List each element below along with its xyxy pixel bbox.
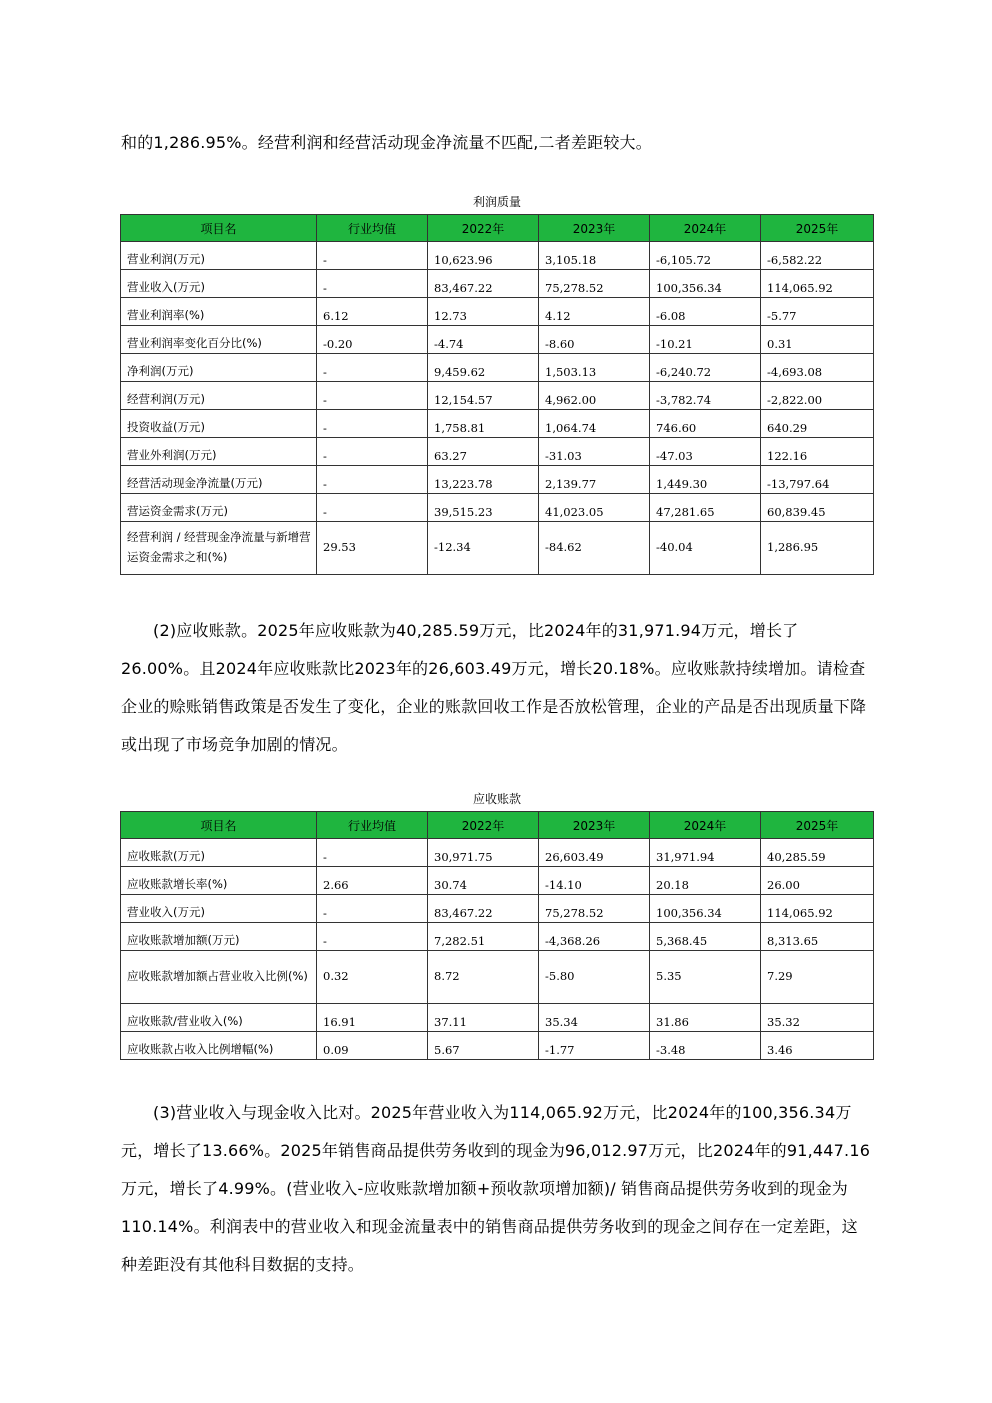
row-label: 营业利润率(%) (121, 298, 317, 326)
table-cell: -84.62 (539, 522, 650, 575)
table-cell: 2.66 (317, 867, 428, 895)
table-cell: 1,503.13 (539, 354, 650, 382)
table-cell: - (317, 494, 428, 522)
table-cell: 3.46 (761, 1032, 874, 1060)
column-header: 项目名 (121, 812, 317, 839)
table-cell: 12.73 (428, 298, 539, 326)
table-cell: -31.03 (539, 438, 650, 466)
table-row (121, 1032, 874, 1060)
table-cell: 63.27 (428, 438, 539, 466)
table-cell: - (317, 923, 428, 951)
receivables-paragraph-text: (2)应收账款。2025年应收账款为40,285.59万元，比2024年的31,971.94万元，增长了26.00%。且2024年应收账款比2023年的26,603.49万元，增长20.18%。应收账款持续增加。请检查企业的赊账销售政策是否发生了变化，企业的账款回收工作是否放松管理，企业的产品是否出现质量下降或出现了市场竞争加剧的情况。 (121, 621, 867, 754)
row-label: 应收账款增长率(%) (121, 867, 317, 895)
table-row (121, 1004, 874, 1032)
column-header: 行业均值 (317, 812, 428, 839)
table-cell: -5.77 (761, 298, 874, 326)
row-label: 应收账款(万元) (121, 839, 317, 867)
table-caption-profit-quality: 利润质量 (472, 195, 521, 209)
table-cell: 8.72 (428, 951, 539, 1004)
table-cell: 122.16 (761, 438, 874, 466)
table-cell: -6.08 (650, 298, 761, 326)
table-cell: 26,603.49 (539, 839, 650, 867)
table-cell: 35.34 (539, 1004, 650, 1032)
table-row (121, 522, 874, 575)
table-cell: 83,467.22 (428, 270, 539, 298)
table-cell: -6,240.72 (650, 354, 761, 382)
table-cell: 0.32 (317, 951, 428, 1004)
table-cell: - (317, 242, 428, 270)
table-row (121, 354, 874, 382)
table-cell: 1,286.95 (761, 522, 874, 575)
table-cell: - (317, 410, 428, 438)
table-row (121, 298, 874, 326)
revenue-cash-paragraph (121, 1094, 873, 1284)
row-label: 应收账款/营业收入(%) (121, 1004, 317, 1032)
table-cell: 5,368.45 (650, 923, 761, 951)
table-cell: 39,515.23 (428, 494, 539, 522)
column-header: 2022年 (428, 215, 539, 242)
table-cell: -8.60 (539, 326, 650, 354)
table-cell: -1.77 (539, 1032, 650, 1060)
table-cell: 3,105.18 (539, 242, 650, 270)
table-row (121, 839, 874, 867)
table-cell: 10,623.96 (428, 242, 539, 270)
table-cell: 1,449.30 (650, 466, 761, 494)
row-label: 经营利润(万元) (121, 382, 317, 410)
table-row (121, 867, 874, 895)
table-cell: 8,313.65 (761, 923, 874, 951)
row-label: 经营活动现金净流量(万元) (121, 466, 317, 494)
table-cell: -4.74 (428, 326, 539, 354)
row-label: 应收账款增加额(万元) (121, 923, 317, 951)
column-header: 项目名 (121, 215, 317, 242)
row-label: 投资收益(万元) (121, 410, 317, 438)
table-cell: 640.29 (761, 410, 874, 438)
table-row (121, 438, 874, 466)
table-cell: -14.10 (539, 867, 650, 895)
revenue-cash-paragraph-text: (3)营业收入与现金收入比对。2025年营业收入为114,065.92万元，比2024年的100,356.34万元，增长了13.66%。2025年销售商品提供劳务收到的现金为96,012.97万元，比2024年的91,447.16万元，增长了4.99%。(营业收入-应收账款增加额+预收款项增加额)/ 销售商品提供劳务收到的现金为110.14%。利润表中的营业收入和现金流量表中的销售商品提供劳务收到的现金之间存在一定差距，这种差距没有其他科目数据的支持。 (121, 1103, 871, 1274)
profit-quality-table (120, 214, 874, 575)
column-header: 行业均值 (317, 215, 428, 242)
intro-paragraph: 和的1,286.95%。经营利润和经营活动现金净流量不匹配,二者差距较大。 (121, 133, 652, 152)
table-cell: 6.12 (317, 298, 428, 326)
table-cell: -4,693.08 (761, 354, 874, 382)
table-header-row (121, 812, 874, 839)
table-cell: 41,023.05 (539, 494, 650, 522)
table-cell: 60,839.45 (761, 494, 874, 522)
table-cell: 30,971.75 (428, 839, 539, 867)
table-cell: 47,281.65 (650, 494, 761, 522)
table-cell: -6,582.22 (761, 242, 874, 270)
table-cell: 31.86 (650, 1004, 761, 1032)
table-row (121, 923, 874, 951)
table-cell: 12,154.57 (428, 382, 539, 410)
row-label: 营业外利润(万元) (121, 438, 317, 466)
table-cell: 35.32 (761, 1004, 874, 1032)
column-header: 2025年 (761, 215, 874, 242)
table-row (121, 326, 874, 354)
table-cell: - (317, 354, 428, 382)
table-cell: -13,797.64 (761, 466, 874, 494)
row-label: 净利润(万元) (121, 354, 317, 382)
table-cell: 5.67 (428, 1032, 539, 1060)
table-cell: 1,758.81 (428, 410, 539, 438)
table-cell: 75,278.52 (539, 270, 650, 298)
table-cell: -3.48 (650, 1032, 761, 1060)
table-cell: -3,782.74 (650, 382, 761, 410)
table-cell: - (317, 839, 428, 867)
table-cell: - (317, 270, 428, 298)
table-cell: 2,139.77 (539, 466, 650, 494)
table-row (121, 270, 874, 298)
table-cell: 37.11 (428, 1004, 539, 1032)
column-header: 2022年 (428, 812, 539, 839)
table-cell: -47.03 (650, 438, 761, 466)
table-cell: -12.34 (428, 522, 539, 575)
table-row (121, 382, 874, 410)
table-cell: -10.21 (650, 326, 761, 354)
column-header: 2024年 (650, 812, 761, 839)
row-label: 营业收入(万元) (121, 895, 317, 923)
table-cell: 9,459.62 (428, 354, 539, 382)
column-header: 2023年 (539, 812, 650, 839)
row-label: 营业收入(万元) (121, 270, 317, 298)
table-cell: -40.04 (650, 522, 761, 575)
table-cell: 31,971.94 (650, 839, 761, 867)
table-cell: 29.53 (317, 522, 428, 575)
table-cell: 40,285.59 (761, 839, 874, 867)
table-cell: -4,368.26 (539, 923, 650, 951)
row-label: 营业利润(万元) (121, 242, 317, 270)
table-cell: -0.20 (317, 326, 428, 354)
row-label: 经营利润 / 经营现金净流量与新增营运资金需求之和(%) (121, 522, 317, 575)
table-row (121, 242, 874, 270)
table-cell: 746.60 (650, 410, 761, 438)
table-cell: 7,282.51 (428, 923, 539, 951)
table-cell: 0.09 (317, 1032, 428, 1060)
table-cell: - (317, 895, 428, 923)
table-row (121, 951, 874, 1004)
table-cell: 5.35 (650, 951, 761, 1004)
table-cell: - (317, 382, 428, 410)
column-header: 2023年 (539, 215, 650, 242)
table-header-row (121, 215, 874, 242)
column-header: 2025年 (761, 812, 874, 839)
table-cell: 1,064.74 (539, 410, 650, 438)
table-cell: 100,356.34 (650, 270, 761, 298)
receivables-paragraph (121, 612, 873, 764)
table-cell: 30.74 (428, 867, 539, 895)
table-cell: -2,822.00 (761, 382, 874, 410)
table-cell: 13,223.78 (428, 466, 539, 494)
row-label: 应收账款增加额占营业收入比例(%) (121, 951, 317, 1004)
table-row (121, 466, 874, 494)
row-label: 营业利润率变化百分比(%) (121, 326, 317, 354)
row-label: 应收账款占收入比例增幅(%) (121, 1032, 317, 1060)
table-caption-receivables: 应收账款 (472, 792, 521, 806)
table-cell: - (317, 438, 428, 466)
table-row (121, 494, 874, 522)
table-cell: 114,065.92 (761, 270, 874, 298)
receivables-table (120, 811, 874, 1060)
table-cell: 75,278.52 (539, 895, 650, 923)
table-cell: 0.31 (761, 326, 874, 354)
table-cell: 4.12 (539, 298, 650, 326)
table-row (121, 410, 874, 438)
table-cell: 100,356.34 (650, 895, 761, 923)
table-cell: 26.00 (761, 867, 874, 895)
table-cell: 16.91 (317, 1004, 428, 1032)
table-cell: -5.80 (539, 951, 650, 1004)
table-cell: 4,962.00 (539, 382, 650, 410)
table-cell: 83,467.22 (428, 895, 539, 923)
table-cell: 114,065.92 (761, 895, 874, 923)
table-cell: 7.29 (761, 951, 874, 1004)
table-cell: - (317, 466, 428, 494)
table-cell: 20.18 (650, 867, 761, 895)
column-header: 2024年 (650, 215, 761, 242)
table-cell: -6,105.72 (650, 242, 761, 270)
table-row (121, 895, 874, 923)
row-label: 营运资金需求(万元) (121, 494, 317, 522)
